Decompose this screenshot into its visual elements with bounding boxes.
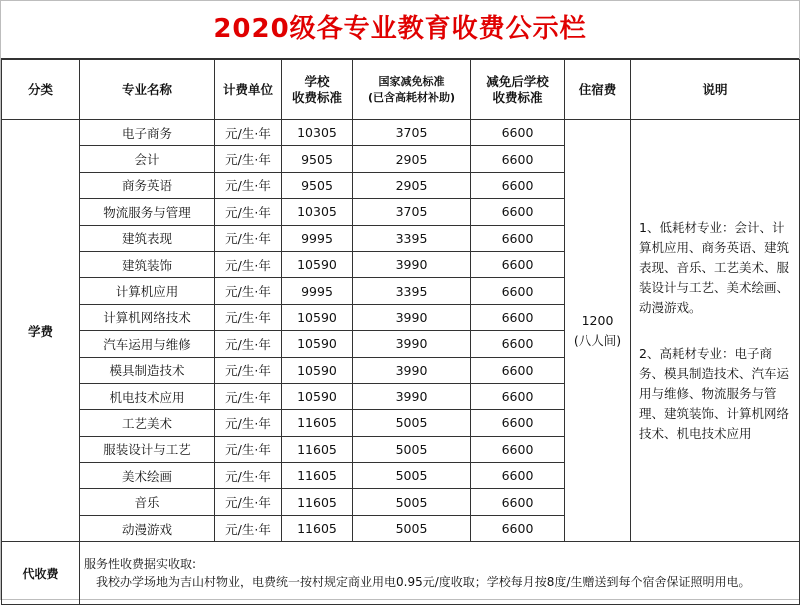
tuition-category-cell: 学费 (2, 120, 80, 542)
national-reduction-cell: 3705 (353, 199, 471, 225)
after-reduction-cell: 6600 (471, 172, 565, 198)
after-reduction-cell: 6600 (471, 120, 565, 146)
table-row (2, 120, 800, 146)
billing-unit-cell: 元/生·年 (215, 278, 282, 304)
major-name-cell: 动漫游戏 (80, 515, 215, 541)
major-name-cell: 计算机应用 (80, 278, 215, 304)
billing-unit-cell: 元/生·年 (215, 199, 282, 225)
national-reduction-cell: 3990 (353, 383, 471, 409)
billing-unit-cell: 元/生·年 (215, 120, 282, 146)
school-standard-cell: 11605 (282, 436, 353, 462)
national-reduction-cell: 5005 (353, 515, 471, 541)
header-school-standard-line1: 学校 (304, 73, 330, 89)
notes-cell (631, 120, 800, 542)
school-standard-cell: 10305 (282, 199, 353, 225)
national-reduction-cell: 2905 (353, 146, 471, 172)
after-reduction-cell: 6600 (471, 436, 565, 462)
school-standard-cell: 11605 (282, 463, 353, 489)
header-major: 专业名称 (80, 60, 215, 120)
school-standard-cell: 10590 (282, 251, 353, 277)
after-reduction-cell: 6600 (471, 146, 565, 172)
after-reduction-cell: 6600 (471, 463, 565, 489)
school-standard-cell: 10590 (282, 304, 353, 330)
school-standard-cell: 10590 (282, 357, 353, 383)
national-reduction-cell: 3990 (353, 251, 471, 277)
lodging-room-type: (八人间) (573, 332, 622, 348)
billing-unit-cell: 元/生·年 (215, 225, 282, 251)
agency-fee-line2: 我校办学场地为吉山村物业，电费统一按村规定商业用电0.95元/度收取；学校每月按8度/生赠送到每个宿舍保证照明用电。 (96, 575, 751, 590)
billing-unit-cell: 元/生·年 (215, 331, 282, 357)
major-name-cell: 建筑装饰 (80, 251, 215, 277)
billing-unit-cell: 元/生·年 (215, 515, 282, 541)
school-standard-cell: 11605 (282, 515, 353, 541)
national-reduction-cell: 3990 (353, 304, 471, 330)
major-name-cell: 建筑表现 (80, 225, 215, 251)
header-school-standard (282, 60, 353, 120)
billing-unit-cell: 元/生·年 (215, 489, 282, 515)
header-school-standard-line2: 收费标准 (291, 89, 342, 105)
school-standard-cell: 11605 (282, 489, 353, 515)
header-after-line2: 收费标准 (492, 89, 543, 105)
billing-unit-cell: 元/生·年 (215, 146, 282, 172)
national-reduction-cell: 5005 (353, 463, 471, 489)
header-unit: 计费单位 (215, 60, 282, 120)
after-reduction-cell: 6600 (471, 515, 565, 541)
school-standard-cell: 9505 (282, 146, 353, 172)
school-standard-cell: 10590 (282, 331, 353, 357)
lodging-amount: 1200 (581, 312, 614, 328)
after-reduction-cell: 6600 (471, 251, 565, 277)
agency-fee-description (80, 542, 800, 605)
after-reduction-cell: 6600 (471, 357, 565, 383)
national-reduction-cell: 5005 (353, 410, 471, 436)
major-name-cell: 会计 (80, 146, 215, 172)
after-reduction-cell: 6600 (471, 199, 565, 225)
major-name-cell: 音乐 (80, 489, 215, 515)
national-reduction-cell: 3990 (353, 357, 471, 383)
billing-unit-cell: 元/生·年 (215, 383, 282, 409)
after-reduction-cell: 6600 (471, 278, 565, 304)
fee-table (1, 59, 800, 605)
school-standard-cell: 10590 (282, 383, 353, 409)
billing-unit-cell: 元/生·年 (215, 357, 282, 383)
header-national-line1: 国家减免标准 (378, 74, 445, 88)
major-name-cell: 汽车运用与维修 (80, 331, 215, 357)
major-name-cell: 商务英语 (80, 172, 215, 198)
billing-unit-cell: 元/生·年 (215, 436, 282, 462)
major-name-cell: 服装设计与工艺 (80, 436, 215, 462)
agency-fee-row (2, 542, 800, 605)
after-reduction-cell: 6600 (471, 304, 565, 330)
national-reduction-cell: 3395 (353, 225, 471, 251)
major-name-cell: 工艺美术 (80, 410, 215, 436)
header-notes: 说明 (631, 60, 800, 120)
national-reduction-cell: 5005 (353, 436, 471, 462)
national-reduction-cell: 3705 (353, 120, 471, 146)
school-standard-cell: 10305 (282, 120, 353, 146)
national-reduction-cell: 3990 (353, 331, 471, 357)
billing-unit-cell: 元/生·年 (215, 172, 282, 198)
header-category: 分类 (2, 60, 80, 120)
billing-unit-cell: 元/生·年 (215, 463, 282, 489)
agency-fee-label: 代收费 (2, 542, 80, 605)
note-paragraph: 2、高耗材专业：电子商务、模具制造技术、汽车运用与维修、物流服务与管理、建筑装饰、计算机网络技术、机电技术应用 (639, 345, 790, 441)
after-reduction-cell: 6600 (471, 331, 565, 357)
agency-fee-line1: 服务性收费据实收取: (84, 557, 197, 572)
header-national-reduction (353, 60, 471, 120)
billing-unit-cell: 元/生·年 (215, 251, 282, 277)
lodging-fee-cell (565, 120, 631, 542)
major-name-cell: 机电技术应用 (80, 383, 215, 409)
school-standard-cell: 11605 (282, 410, 353, 436)
note-paragraph: 1、低耗材专业：会计、计算机应用、商务英语、建筑表现、音乐、工艺美术、服装设计与工艺、美术绘画、动漫游戏。 (639, 219, 790, 315)
header-after-reduction (471, 60, 565, 120)
header-lodging: 住宿费 (565, 60, 631, 120)
fee-table-body (2, 120, 800, 542)
national-reduction-cell: 5005 (353, 489, 471, 515)
major-name-cell: 物流服务与管理 (80, 199, 215, 225)
major-name-cell: 模具制造技术 (80, 357, 215, 383)
school-standard-cell: 9995 (282, 225, 353, 251)
table-header-row (2, 60, 800, 120)
national-reduction-cell: 3395 (353, 278, 471, 304)
national-reduction-cell: 2905 (353, 172, 471, 198)
school-standard-cell: 9995 (282, 278, 353, 304)
after-reduction-cell: 6600 (471, 410, 565, 436)
after-reduction-cell: 6600 (471, 225, 565, 251)
school-standard-cell: 9505 (282, 172, 353, 198)
header-after-line1: 减免后学校 (486, 73, 549, 89)
billing-unit-cell: 元/生·年 (215, 304, 282, 330)
major-name-cell: 美术绘画 (80, 463, 215, 489)
billing-unit-cell: 元/生·年 (215, 410, 282, 436)
major-name-cell: 计算机网络技术 (80, 304, 215, 330)
page-title: 2020级各专业教育收费公示栏 (1, 1, 799, 59)
header-national-line2: (已含高耗材补助) (367, 90, 456, 104)
after-reduction-cell: 6600 (471, 383, 565, 409)
after-reduction-cell: 6600 (471, 489, 565, 515)
major-name-cell: 电子商务 (80, 120, 215, 146)
